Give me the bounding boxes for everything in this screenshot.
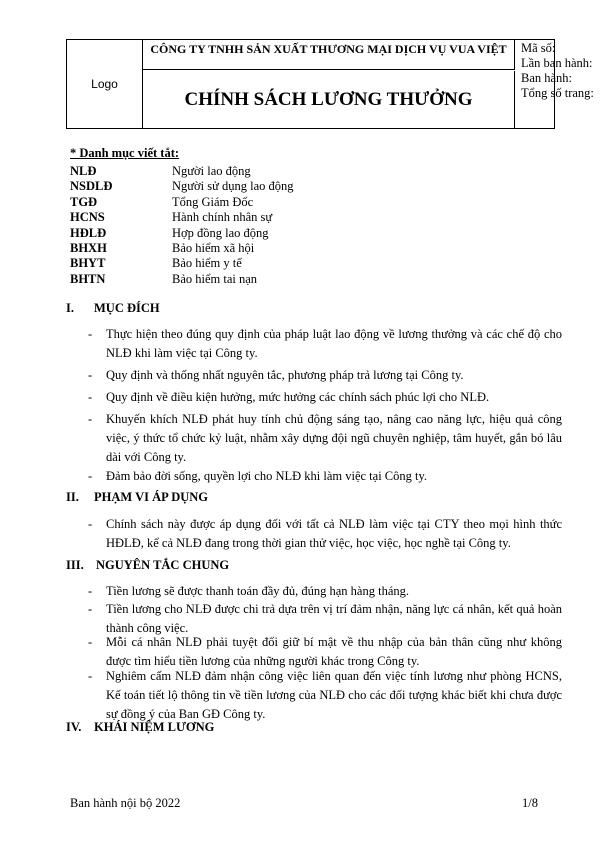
abbreviation-key: HCNS xyxy=(70,210,105,225)
section-heading-principles xyxy=(66,558,229,573)
abbreviation-heading: * Danh mục viết tắt: xyxy=(70,146,180,160)
list-item-text: Chính sách này được áp dụng đối với tất cả NLĐ làm việc tại CTY theo mọi hình thức HĐLĐ, kể cả NLĐ đang trong thời gian thử việc, học việc, học nghề tại Công ty. xyxy=(106,517,562,550)
page-number: 1/8 xyxy=(522,796,538,810)
section-title: KHÁI NIỆM LƯƠNG xyxy=(94,720,215,734)
list-dash: - xyxy=(88,390,93,404)
abbreviation-value: Hợp đồng lao động xyxy=(172,225,269,240)
company-name: CÔNG TY TNHH SẢN XUẤT THƯƠNG MẠI DỊCH VỤ VUA VIỆT xyxy=(143,40,515,70)
list-item-text: Tiền lương sẽ được thanh toán đầy đủ, đúng hạn hàng tháng. xyxy=(106,584,410,598)
list-dash: - xyxy=(88,669,93,683)
abbreviation-row xyxy=(70,226,370,241)
meta-issued: Ban hành: xyxy=(521,71,573,85)
list-item xyxy=(88,410,562,467)
abbreviation-value: Bảo hiểm xã hội xyxy=(172,240,255,255)
section-title: NGUYÊN TẮC CHUNG xyxy=(96,558,230,572)
abbreviation-key: BHTN xyxy=(70,271,106,286)
section-number: IV. xyxy=(66,720,82,734)
abbreviation-value: Tổng Giám Đốc xyxy=(172,194,254,209)
list-dash: - xyxy=(88,584,93,598)
list-item-text: Nghiêm cấm NLĐ đảm nhận công việc liên quan đến việc tính lương như phòng HCNS, Kế toán tiết lộ thông tin về tiền lương của NLĐ cho các đối tượng khác biết khi chưa được sự đồng ý của Ban GĐ Công ty. xyxy=(106,669,562,721)
footer-issuance-note: Ban hành nội bộ 2022 xyxy=(70,796,181,810)
meta-revision: Lần ban hành: xyxy=(521,56,593,70)
section-number: III. xyxy=(66,558,84,572)
list-item xyxy=(88,467,562,486)
section-number: II. xyxy=(66,490,79,504)
abbreviation-row xyxy=(70,272,370,287)
list-item-text: Tiền lương cho NLĐ được chi trả dựa trên vị trí đảm nhận, năng lực cá nhân, kết quả hoàn thành công việc. xyxy=(106,602,562,635)
section-heading-scope xyxy=(66,490,208,505)
meta-code: Mã số: xyxy=(521,41,556,55)
meta-total-pages: Tổng số trang: xyxy=(521,86,594,100)
document-meta xyxy=(517,41,594,101)
document-header xyxy=(66,39,594,129)
list-item-text: Đảm bảo đời sống, quyền lợi cho NLĐ khi làm việc tại Công ty. xyxy=(106,469,428,483)
list-item xyxy=(88,388,562,407)
list-item xyxy=(88,366,562,385)
list-item xyxy=(88,582,562,601)
abbreviation-row xyxy=(70,179,370,194)
abbreviation-key: TGĐ xyxy=(70,194,98,209)
list-dash: - xyxy=(88,635,93,649)
abbreviation-key: BHXH xyxy=(70,240,107,255)
list-item xyxy=(88,633,562,671)
abbreviation-row xyxy=(70,210,370,225)
abbreviation-value: Bảo hiểm tai nạn xyxy=(172,271,258,286)
list-dash: - xyxy=(88,517,93,531)
list-dash: - xyxy=(88,327,93,341)
list-item-text: Quy định và thống nhất nguyên tắc, phương pháp trả lương tại Công ty. xyxy=(106,368,464,382)
list-item xyxy=(88,325,562,363)
abbreviation-key: HĐLĐ xyxy=(70,225,107,240)
abbreviation-row xyxy=(70,195,370,210)
abbreviation-key: NSDLĐ xyxy=(70,179,113,194)
list-item-text: Quy định về điều kiện hưởng, mức hưởng các chính sách phúc lợi cho NLĐ. xyxy=(106,390,490,404)
list-item-text: Khuyến khích NLĐ phát huy tính chủ động sáng tạo, nâng cao năng lực, hiệu quả công việc, ý thức tổ chức kỷ luật, nhằm xây dựng đội ngũ chuyên nghiệp, tâm huyết, gắn bó lâu dài với Công ty. xyxy=(106,412,562,464)
list-item xyxy=(88,667,562,724)
section-title: MỤC ĐÍCH xyxy=(94,301,160,315)
abbreviation-list xyxy=(70,146,370,287)
abbreviation-key: NLĐ xyxy=(70,164,97,178)
section-title: PHẠM VI ÁP DỤNG xyxy=(94,490,209,504)
list-dash: - xyxy=(88,368,93,382)
abbreviation-value: Hành chính nhân sự xyxy=(172,210,273,225)
list-dash: - xyxy=(88,469,93,483)
section-heading-purpose xyxy=(66,301,160,316)
abbreviation-value: Người sử dụng lao động xyxy=(172,179,294,194)
logo: Logo xyxy=(67,40,143,128)
list-item xyxy=(88,515,562,553)
abbreviation-value: Bảo hiểm y tế xyxy=(172,256,242,271)
section-heading-salary-concept xyxy=(66,720,214,735)
list-item-text: Mỗi cá nhân NLĐ phải tuyệt đối giữ bí mật về thu nhập của bản thân cũng như không được tìm hiểu tiền lương của những người khác trong Công ty. xyxy=(106,635,562,668)
abbreviation-row xyxy=(70,256,370,271)
section-number: I. xyxy=(66,301,74,315)
list-item-text: Thực hiện theo đúng quy định của pháp luật lao động về lương thưởng và các chế độ cho NLĐ khi làm việc tại Công ty. xyxy=(106,327,562,360)
document-title: CHÍNH SÁCH LƯƠNG THƯỞNG xyxy=(143,71,515,128)
list-dash: - xyxy=(88,412,93,426)
abbreviation-value: Người lao động xyxy=(172,164,251,178)
abbreviation-key: BHYT xyxy=(70,256,106,271)
abbreviation-row xyxy=(70,164,370,179)
abbreviation-row xyxy=(70,241,370,256)
list-dash: - xyxy=(88,602,93,616)
